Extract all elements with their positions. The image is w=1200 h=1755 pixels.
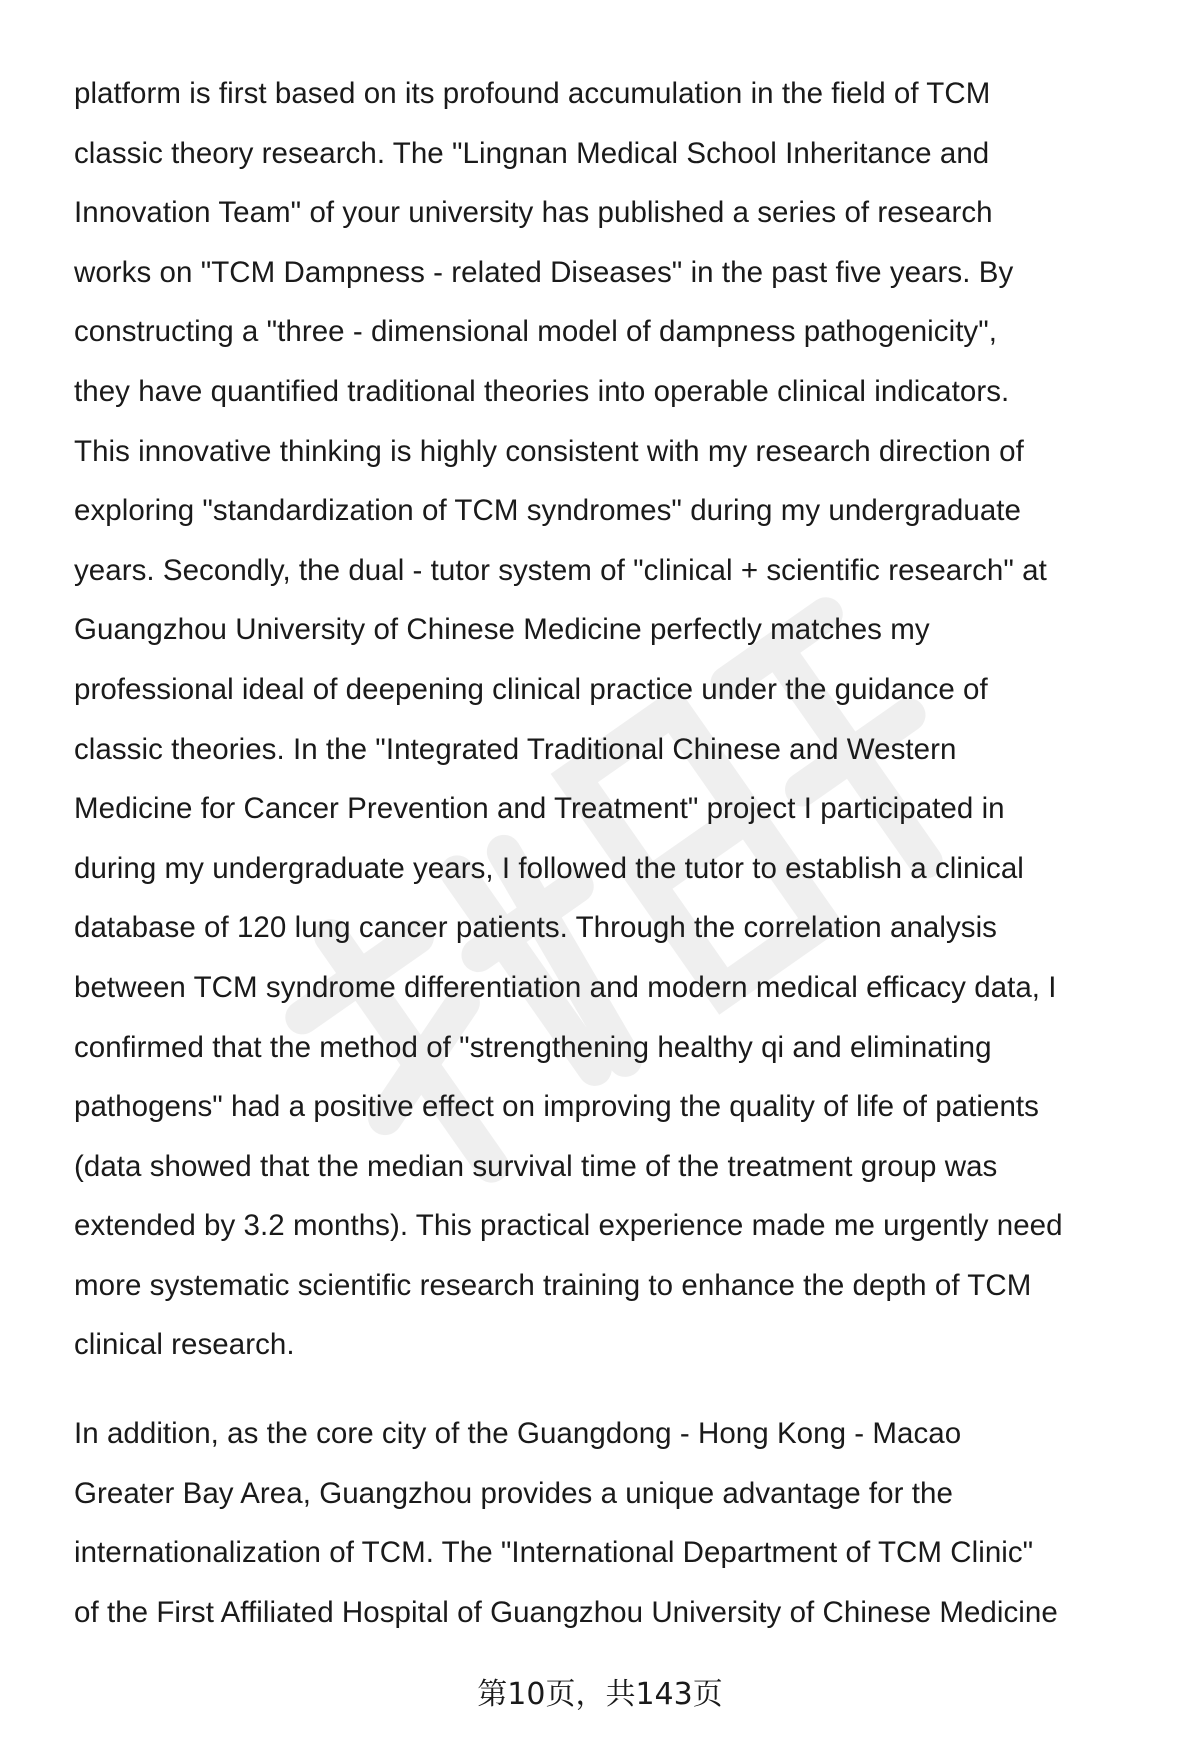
text-line: Guangzhou University of Chinese Medicine perfectly matches my xyxy=(74,613,930,647)
text-line: classic theory research. The "Lingnan Medical School Inheritance and xyxy=(74,136,990,170)
paragraph xyxy=(74,1404,1154,1642)
text-line: exploring "standardization of TCM syndromes" during my undergraduate xyxy=(74,494,1021,528)
text-line: during my undergraduate years, I followed the tutor to establish a clinical xyxy=(74,851,1024,885)
text-line: database of 120 lung cancer patients. Through the correlation analysis xyxy=(74,911,997,945)
text-line: Medicine for Cancer Prevention and Treatment" project I participated in xyxy=(74,792,1005,826)
text-line: confirmed that the method of "strengthening healthy qi and eliminating xyxy=(74,1030,992,1064)
text-line: platform is first based on its profound accumulation in the field of TCM xyxy=(74,77,991,110)
text-line: constructing a "three - dimensional model of dampness pathogenicity", xyxy=(74,315,998,349)
text-line: years. Secondly, the dual - tutor system of "clinical + scientific research" at xyxy=(74,553,1047,587)
text-line: In addition, as the core city of the Guangdong - Hong Kong - Macao xyxy=(74,1417,962,1451)
text-line: Innovation Team" of your university has published a series of research xyxy=(74,196,993,230)
text-line: of the First Affiliated Hospital of Guangzhou University of Chinese Medicine xyxy=(74,1595,1058,1629)
text-line: classic theories. In the "Integrated Traditional Chinese and Western xyxy=(74,732,957,766)
text-line: clinical research. xyxy=(74,1328,295,1362)
text-line: pathogens" had a positive effect on improving the quality of life of patients xyxy=(74,1090,1039,1124)
paragraph xyxy=(74,64,1154,1375)
text-line: they have quantified traditional theories into operable clinical indicators. xyxy=(74,374,1010,408)
text-line: This innovative thinking is highly consistent with my research direction of xyxy=(74,434,1024,468)
text-line: Greater Bay Area, Guangzhou provides a unique advantage for the xyxy=(74,1476,953,1510)
text-line: more systematic scientific research training to enhance the depth of TCM xyxy=(74,1268,1032,1302)
document-body xyxy=(74,64,1154,1642)
text-line: between TCM syndrome differentiation and modern medical efficacy data, I xyxy=(74,970,1057,1004)
text-line: works on "TCM Dampness - related Diseases" in the past five years. By xyxy=(74,255,1014,289)
text-line: (data showed that the median survival time of the treatment group was xyxy=(74,1149,998,1183)
page-number-footer: 第10页，共143页 xyxy=(477,1677,723,1712)
text-line: internationalization of TCM. The "International Department of TCM Clinic" xyxy=(74,1536,1034,1570)
text-line: extended by 3.2 months). This practical experience made me urgently need xyxy=(74,1209,1063,1243)
text-line: professional ideal of deepening clinical practice under the guidance of xyxy=(74,672,988,706)
